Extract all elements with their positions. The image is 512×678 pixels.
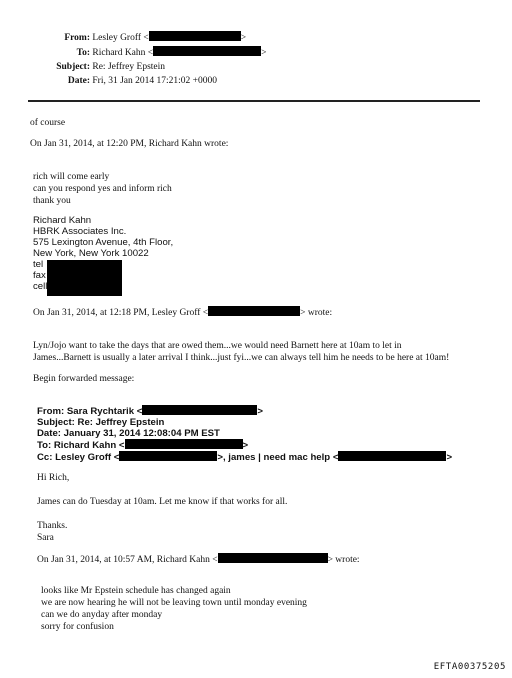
quote1-line: rich will come early <box>33 172 110 182</box>
from-label: From: <box>64 33 90 43</box>
redaction-box <box>149 31 241 41</box>
quote3-line: looks like Mr Epstein schedule has changed again <box>41 586 231 596</box>
redaction-box <box>47 260 122 296</box>
signature-cell: cell <box>33 281 48 292</box>
redaction-box <box>218 553 328 563</box>
signature-address: 575 Lexington Avenue, 4th Floor, <box>33 237 174 248</box>
redaction-box <box>119 451 217 461</box>
signature-city: New York, New York 10022 <box>33 248 149 259</box>
bracket: > <box>446 452 453 463</box>
forward-date-row: Date: January 31, 2014 12:08:04 PM EST <box>37 428 220 439</box>
forward-to-row <box>37 439 452 451</box>
quote2-line: Lyn/Jojo want to take the days that are owed them...we would need Barnett here at 10am to let in <box>33 341 402 351</box>
quote3-intro-text: On Jan 31, 2014, at 10:57 AM, Richard Kahn < <box>37 555 218 565</box>
msg3-thanks-line: Thanks. <box>37 521 68 531</box>
forward-cc-row <box>37 451 452 463</box>
quote1-body <box>33 171 172 207</box>
forward-from: From: Sara Rychtarik < <box>37 406 143 417</box>
quote1-line: can you respond yes and inform rich <box>33 184 172 194</box>
quote1-intro: On Jan 31, 2014, at 12:20 PM, Richard Kahn wrote: <box>30 139 229 149</box>
quote3-line: can we do anyday after monday <box>41 610 163 620</box>
bates-number: EFTA00375205 <box>433 662 506 672</box>
signature-company: HBRK Associates Inc. <box>33 226 127 237</box>
redaction-box <box>125 439 243 449</box>
bracket: > <box>242 440 249 451</box>
subject-label: Subject: <box>56 62 90 72</box>
header-date-row <box>30 75 267 87</box>
date-label: Date: <box>67 76 90 86</box>
redaction-box <box>153 46 261 56</box>
quote3-line: we are now hearing he will not be leaving town until monday evening <box>41 598 307 608</box>
bracket: > <box>261 48 267 58</box>
subject-value: Re: Jeffrey Epstein <box>92 62 166 72</box>
forward-cc: Cc: Lesley Groff < <box>37 452 120 463</box>
quote2-body <box>33 340 449 364</box>
quote1-line: thank you <box>33 196 71 206</box>
quote2-intro-text: On Jan 31, 2014, at 12:18 PM, Lesley Groff < <box>33 308 209 318</box>
bracket: > <box>240 33 247 43</box>
bracket: > <box>257 406 263 417</box>
reply-text: of course <box>30 118 66 128</box>
quote3-body <box>41 585 307 633</box>
quote2-line: James...Barnett is usually a later arrival I think...just fyi...we can always tell him he needs to be here at 10am! <box>33 353 450 363</box>
msg3-sign: Sara <box>37 533 54 543</box>
forward-subject-row: Subject: Re: Jeffrey Epstein <box>37 417 165 428</box>
to-label: To: <box>76 48 90 58</box>
forward-label: Begin forwarded message: <box>33 374 135 384</box>
quote3-line: sorry for confusion <box>41 622 114 632</box>
forward-from-row <box>37 405 452 417</box>
redaction-box <box>142 405 257 415</box>
header-divider <box>28 100 480 102</box>
from-value: Lesley Groff < <box>92 33 149 43</box>
forward-to: To: Richard Kahn < <box>37 440 125 451</box>
quote3-intro-suffix: > wrote: <box>327 555 360 565</box>
redaction-box <box>338 451 446 461</box>
signature-fax: fax <box>33 270 46 281</box>
quote3-intro <box>37 553 360 566</box>
forward-cc-2: >, james | need mac help < <box>217 452 339 463</box>
header-to-row <box>30 46 267 59</box>
redaction-box <box>208 306 300 316</box>
to-value: Richard Kahn < <box>92 48 154 58</box>
msg3-body: James can do Tuesday at 10am. Let me know if that works for all. <box>37 497 288 507</box>
signature-tel: tel <box>33 259 44 270</box>
date-value: Fri, 31 Jan 2014 17:21:02 +0000 <box>92 76 218 86</box>
email-header <box>30 31 267 87</box>
quote2-intro-suffix: > wrote: <box>300 308 333 318</box>
signature-name: Richard Kahn <box>33 215 92 226</box>
header-from-row <box>30 31 267 44</box>
quote2-intro <box>33 306 332 319</box>
header-subject-row <box>30 61 267 73</box>
msg3-thanks <box>37 520 67 544</box>
forward-header <box>37 405 452 463</box>
msg3-greeting: Hi Rich, <box>37 473 70 483</box>
